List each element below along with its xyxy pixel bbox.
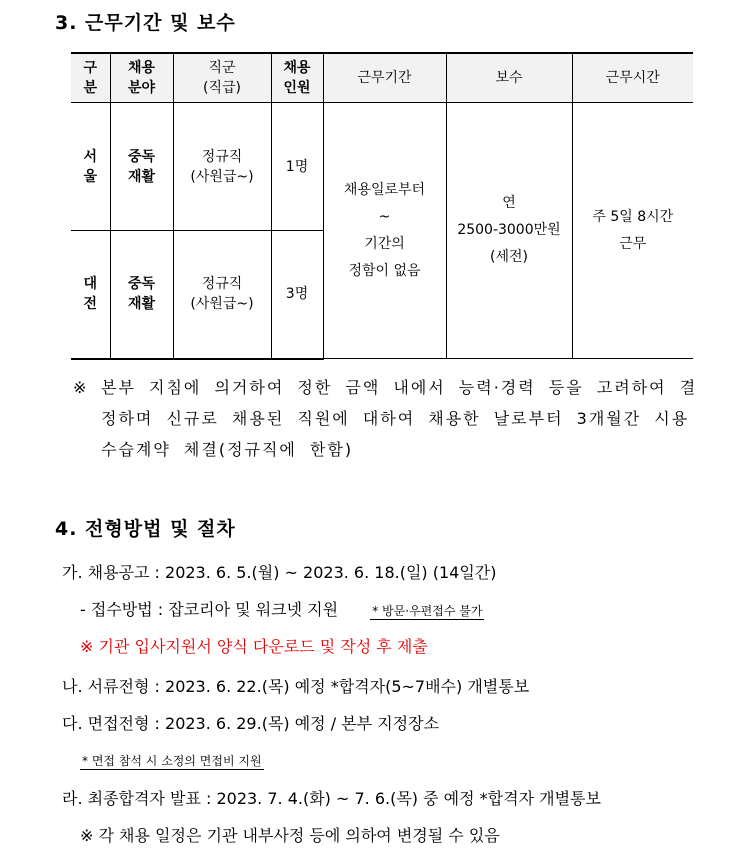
step-da: 다. 면접전형 : 2023. 6. 29.(목) 예정 / 본부 지정장소 (62, 714, 440, 733)
cell-period: 채용일로부터 ~ 기간의 정함이 없음 (323, 103, 446, 359)
salary-note (73, 372, 703, 465)
row-division: 서 울 (71, 103, 110, 231)
step-ra: 라. 최종합격자 발표 : 2023. 7. 4.(화) ~ 7. 6.(목) 중 예정 *합격자 개별통보 (62, 789, 601, 808)
header-salary: 보수 (446, 53, 572, 103)
row-division: 대 전 (71, 231, 110, 359)
cell-salary: 연 2500-3000만원 (세전) (446, 103, 572, 359)
section-4-title: 4. 전형방법 및 절차 (55, 518, 236, 540)
step-ga-sub (80, 597, 484, 620)
cell-hours: 주 5일 8시간 근무 (572, 103, 693, 359)
header-count: 채용 인원 (271, 53, 323, 103)
apply-method-note: * 방문·우편접수 불가 (372, 604, 483, 618)
row-rank: 정규직 (사원급~) (173, 231, 271, 359)
header-field: 채용 분야 (110, 53, 173, 103)
step-ga-red-note: ※ 기관 입사지원서 양식 다운로드 및 작성 후 제출 (80, 637, 428, 656)
recruit-table (71, 52, 693, 360)
table-header-row (71, 53, 693, 103)
step-ga: 가. 채용공고 : 2023. 6. 5.(월) ~ 2023. 6. 18.(일) (14일간) (62, 563, 497, 582)
section-3-title: 3. 근무기간 및 보수 (55, 12, 236, 34)
header-period: 근무기간 (323, 53, 446, 103)
note-text: 본부 지침에 의거하여 정한 금액 내에서 능력·경력 등을 고려하여 결정하며 신규로 채용된 직원에 대하여 채용한 날로부터 3개월간 시용수습계약 체결(정규직에 한함) (101, 378, 698, 459)
row-count: 1명 (271, 103, 323, 231)
final-note: ※ 각 채용 일정은 기관 내부사정 등에 의하여 변경될 수 있음 (80, 826, 500, 845)
row-count: 3명 (271, 231, 323, 359)
row-field: 중독 재활 (110, 103, 173, 231)
step-na: 나. 서류전형 : 2023. 6. 22.(목) 예정 *합격자(5~7배수) 개별통보 (62, 677, 530, 696)
row-rank: 정규직 (사원급~) (173, 103, 271, 231)
apply-method: - 접수방법 : 잡코리아 및 워크넷 지원 (80, 600, 339, 619)
row-field: 중독 재활 (110, 231, 173, 359)
note-mark: ※ (73, 378, 87, 397)
step-da-note: * 면접 참석 시 소정의 면접비 지원 (82, 754, 262, 768)
header-hours: 근무시간 (572, 53, 693, 103)
header-division: 구 분 (71, 53, 110, 103)
header-rank: 직군 (직급) (173, 53, 271, 103)
table-row (71, 103, 693, 231)
